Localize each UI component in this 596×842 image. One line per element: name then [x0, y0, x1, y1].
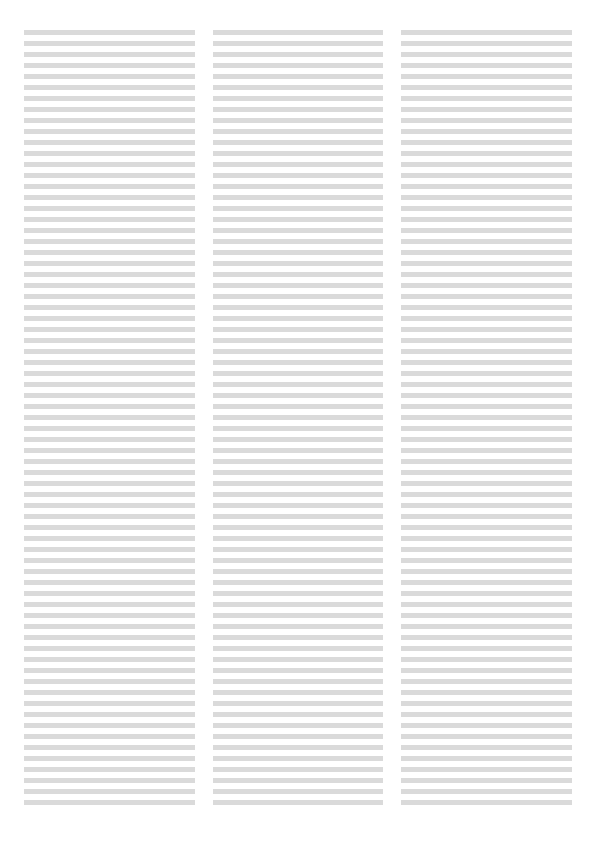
column-middle — [213, 30, 384, 818]
column-right — [401, 30, 572, 818]
column-right-placeholder — [401, 30, 572, 810]
column-middle-placeholder — [213, 30, 384, 810]
column-left-placeholder — [24, 30, 195, 810]
text-columns — [24, 30, 572, 818]
column-left — [24, 30, 195, 818]
